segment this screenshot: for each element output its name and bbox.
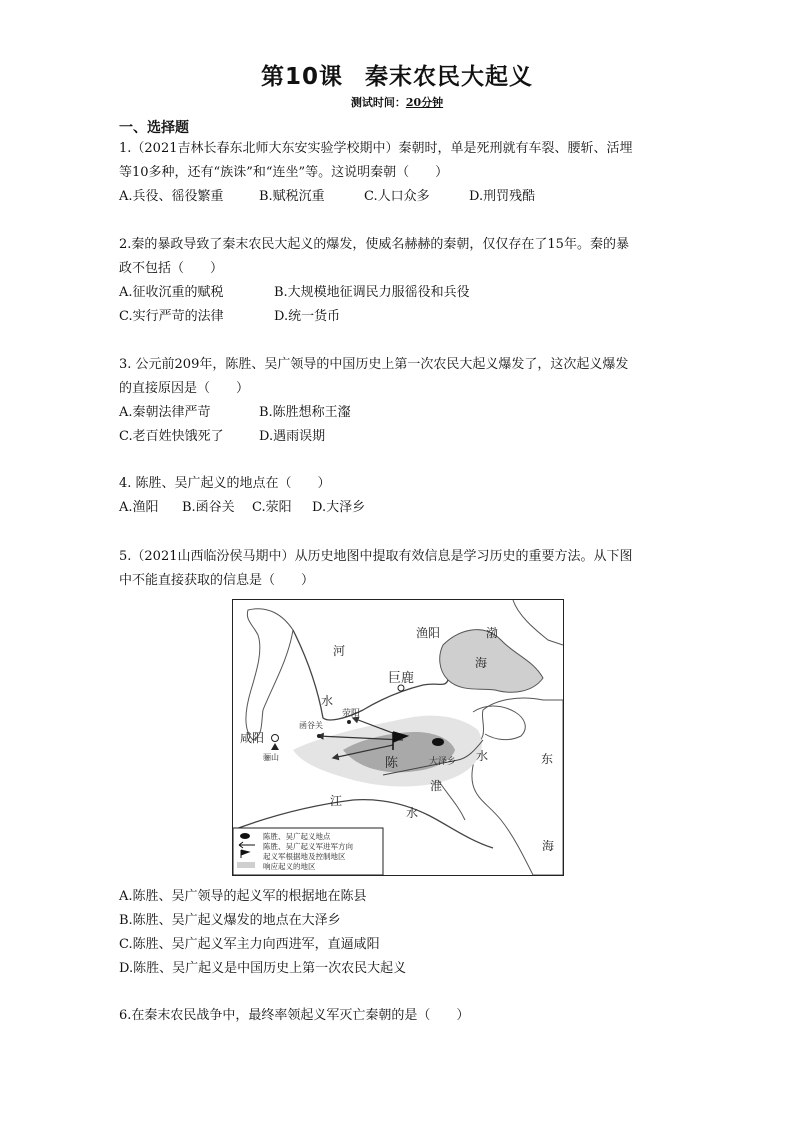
question-2-options-row-2: [119, 307, 340, 327]
option-c[interactable]: C.实行严苛的法律: [119, 309, 224, 324]
lower-coast: [438, 780, 465, 820]
label-julu: 巨鹿: [388, 671, 415, 686]
lesson-number: 第10课: [260, 64, 343, 90]
legend-item-2: 陈胜、吴广起义军进军方向: [263, 842, 353, 851]
option-c[interactable]: C.荥阳: [252, 500, 292, 515]
question-5-option-d[interactable]: D.陈胜、吴广起义是中国历史上第一次农民大起义: [119, 961, 407, 976]
western-river-bend: [246, 609, 293, 740]
test-time-value: 20分钟: [405, 96, 444, 109]
option-d[interactable]: D.遇雨误期: [259, 429, 326, 444]
label-shui-1: 水: [321, 694, 334, 708]
option-c[interactable]: C.人口众多: [364, 189, 430, 204]
question-6-line-1: 6.在秦末农民战争中，最终率领起义军灭亡秦朝的是（ ）: [119, 1008, 470, 1023]
question-5-option-b[interactable]: B.陈胜、吴广起义爆发的地点在大泽乡: [119, 913, 341, 928]
question-2-line-2: 政不包括（ ）: [119, 261, 224, 276]
option-d[interactable]: D.统一货币: [274, 309, 341, 324]
question-1-options: [119, 187, 535, 207]
option-b[interactable]: B.函谷关: [182, 500, 235, 515]
label-chen: 陈: [385, 756, 399, 771]
xingyang-icon: [347, 720, 351, 724]
historical-map: [232, 599, 564, 876]
option-c[interactable]: C.老百姓快饿死了: [119, 429, 224, 444]
label-xianyang: 咸阳: [240, 731, 265, 745]
question-3-options-row-2: [119, 427, 325, 447]
section-heading: 一、选择题: [119, 120, 189, 136]
question-5-option-a[interactable]: A.陈胜、吴广领导的起义军的根据地在陈县: [119, 889, 367, 904]
yellow-river: [293, 630, 448, 720]
question-1-line-1: 1.（2021吉林长春东北师大东安实验学校期中）秦朝时，单是死刑就有车裂、腰斩、活埋: [119, 141, 633, 156]
question-5-line-1: 5.（2021山西临汾侯马期中）从历史地图中提取有效信息是学习历史的重要方法。从下图: [119, 549, 633, 564]
option-a[interactable]: A.兵役、徭役繁重: [119, 189, 224, 204]
label-lishan: 骊山: [263, 753, 279, 762]
option-d[interactable]: D.刑罚残酷: [469, 189, 536, 204]
legend-item-1: 陈胜、吴广起义地点: [263, 832, 331, 841]
legend-uprising-icon: [240, 833, 250, 839]
question-2-line-1: 2.秦的暴政导致了秦末农民大起义的爆发，使威名赫赫的秦朝，仅仅存在了15年。秦的暴: [119, 237, 629, 252]
label-dazexiang: 大泽乡: [429, 757, 457, 767]
label-hai-1: 海: [475, 656, 488, 670]
hanguguan-icon: [317, 734, 321, 738]
uprising-site-icon: [432, 738, 444, 746]
label-bo: 渤: [486, 626, 499, 640]
question-3-line-2: 的直接原因是（ ）: [119, 381, 250, 396]
legend-responding-swatch: [237, 862, 255, 868]
map-drawing: [233, 600, 563, 875]
label-yuyang: 渔阳: [416, 626, 441, 640]
option-a[interactable]: A.征收沉重的赋税: [119, 285, 224, 300]
coast-north: [513, 600, 563, 645]
lesson-topic: 秦末农民大起义: [365, 64, 533, 90]
question-5-line-2: 中不能直接获取的信息是（ ）: [119, 573, 315, 588]
label-hai-2: 海: [542, 839, 555, 853]
question-3-options-row-1: [119, 403, 351, 423]
label-dong: 东: [541, 752, 554, 766]
label-shui-3: 水: [406, 806, 419, 820]
option-a[interactable]: A.渔阳: [119, 500, 159, 515]
legend-item-3: 起义军根据地及控制地区: [263, 852, 346, 861]
label-xingyang: 荥阳: [342, 709, 361, 719]
question-4-options: [119, 498, 365, 518]
question-2-options-row-1: [119, 283, 470, 303]
page-title: [0, 58, 794, 91]
label-he: 河: [333, 644, 346, 658]
lishan-icon: [271, 743, 279, 750]
option-d[interactable]: D.大泽乡: [312, 500, 366, 515]
question-4-line-1: 4. 陈胜、吴广起义的地点在（ ）: [119, 476, 331, 491]
option-b[interactable]: B.大规模地征调民力服徭役和兵役: [274, 285, 470, 300]
option-a[interactable]: A.秦朝法律严苛: [119, 405, 211, 420]
xianyang-icon: [272, 735, 279, 742]
option-b[interactable]: B.陈胜想称王瀣: [259, 405, 351, 420]
question-1-line-2: 等10多种，还有“族诛”和“连坐”等。这说明秦朝（ ）: [119, 165, 449, 180]
question-5-option-c[interactable]: C.陈胜、吴广起义军主力向西进军，直逼咸阳: [119, 937, 380, 952]
label-shui-2: 水: [476, 749, 489, 763]
label-huai: 淮: [430, 779, 443, 793]
label-hanguguan: 函谷关: [299, 721, 323, 730]
test-time-label: 测试时间：: [350, 96, 406, 109]
option-b[interactable]: B.赋税沉重: [259, 189, 325, 204]
label-jiang: 江: [330, 794, 343, 808]
legend-item-4: 响应起义的地区: [263, 862, 316, 871]
test-time: [0, 94, 794, 110]
question-3-line-1: 3. 公元前209年，陈胜、吴广领导的中国历史上第一次农民大起义爆发了，这次起义爆发: [119, 357, 629, 372]
